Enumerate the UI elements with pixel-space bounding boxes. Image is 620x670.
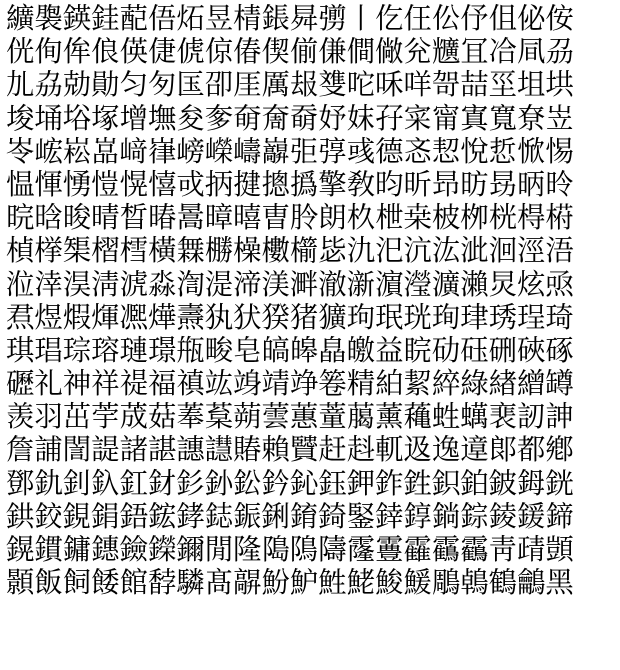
glyph-line-5: 岺峵崧嵓﨑嵂嵭嶸嶹巐弡弴彧德忞恝悅悊惞惕	[6, 134, 574, 168]
glyph-line-11: 琪琩琮瑢璉璟甁畯皂皜皞皛皦益睆劯砡硎硤硺	[6, 333, 574, 367]
glyph-line-14: 詹誧誾諟諸諶譓譿賰賴贒赶﨣軏﨤逸遧郞都鄕	[6, 433, 574, 467]
glyph-line-18: 顥飯飼餧館馞驎髙髜魵魲鮏鮱鮻鰀鵰鵫鶴鸙黑	[6, 566, 574, 600]
glyph-line-2: 侊侚侔俍偀倢俿倞偆偰偂傔僴僘兊兤冝冾凬刕	[6, 35, 574, 69]
glyph-line-9: 涖涬淏淸淲淼渹湜渧渼溿澈澵濵瀅瀇瀨炅炫焏	[6, 267, 574, 301]
glyph-line-17: 鎤鏆鏞鏸鐱鑅鑈閒隆﨩隝隯霳霻靃靍靏靑靕顗	[6, 533, 574, 566]
glyph-line-4: 埈埇﨏塚增墲夋奓奛奝奣妤妺孖寀甯寘寬尞岦	[6, 101, 574, 135]
glyph-line-8: 楨﨔榘槢樰橫橆橳橾櫢櫤毖氿汜沆汯泚洄涇浯	[6, 234, 574, 268]
glyph-line-7: 晥晗晙晴晳暙暠暲暿曺朎朗杦枻桒柀栁桄棏﨓	[6, 201, 574, 235]
glyph-line-16: 鉷鉸鋧鋗鋙鋐﨧鋕鋠鋓錥錡鋻﨨錞鋿錝錂鍰鍗	[6, 499, 574, 533]
glyph-line-15: 鄧釚釗釞釭釮釤釥鈆鈐鈊鈺鉀鈼鉎鉙鉑鈹鉧銧	[6, 466, 574, 500]
glyph-line-1: 纊褜鍈銈蓜俉炻昱棈鋹曻彅丨仡仼伀伃伹佖侒	[6, 2, 574, 35]
glyph-line-12: 礰礼神祥禔福禛竑竧靖竫箞精絈絜綷綠緖繒罇	[6, 367, 574, 401]
glyph-line-13: 羡羽茁荢荿菇菶葈蒴蕓蕙蕫﨟薰蘒﨡蠇裵訒訷	[6, 400, 574, 434]
glyph-line-3: 劜劦勀勛匀匇匤卲厓厲叝﨎咜咊咩哿喆坙坥垬	[6, 68, 574, 102]
glyph-line-6: 愠惲愑愷愰憘戓抦揵摠撝擎敎昀昕昻昉昮昞昤	[6, 167, 574, 201]
glyph-line-10: 焄煜煆煇凞燁燾犱犾猤猪獷玽珉珖珣珒琇珵琦	[6, 300, 574, 334]
